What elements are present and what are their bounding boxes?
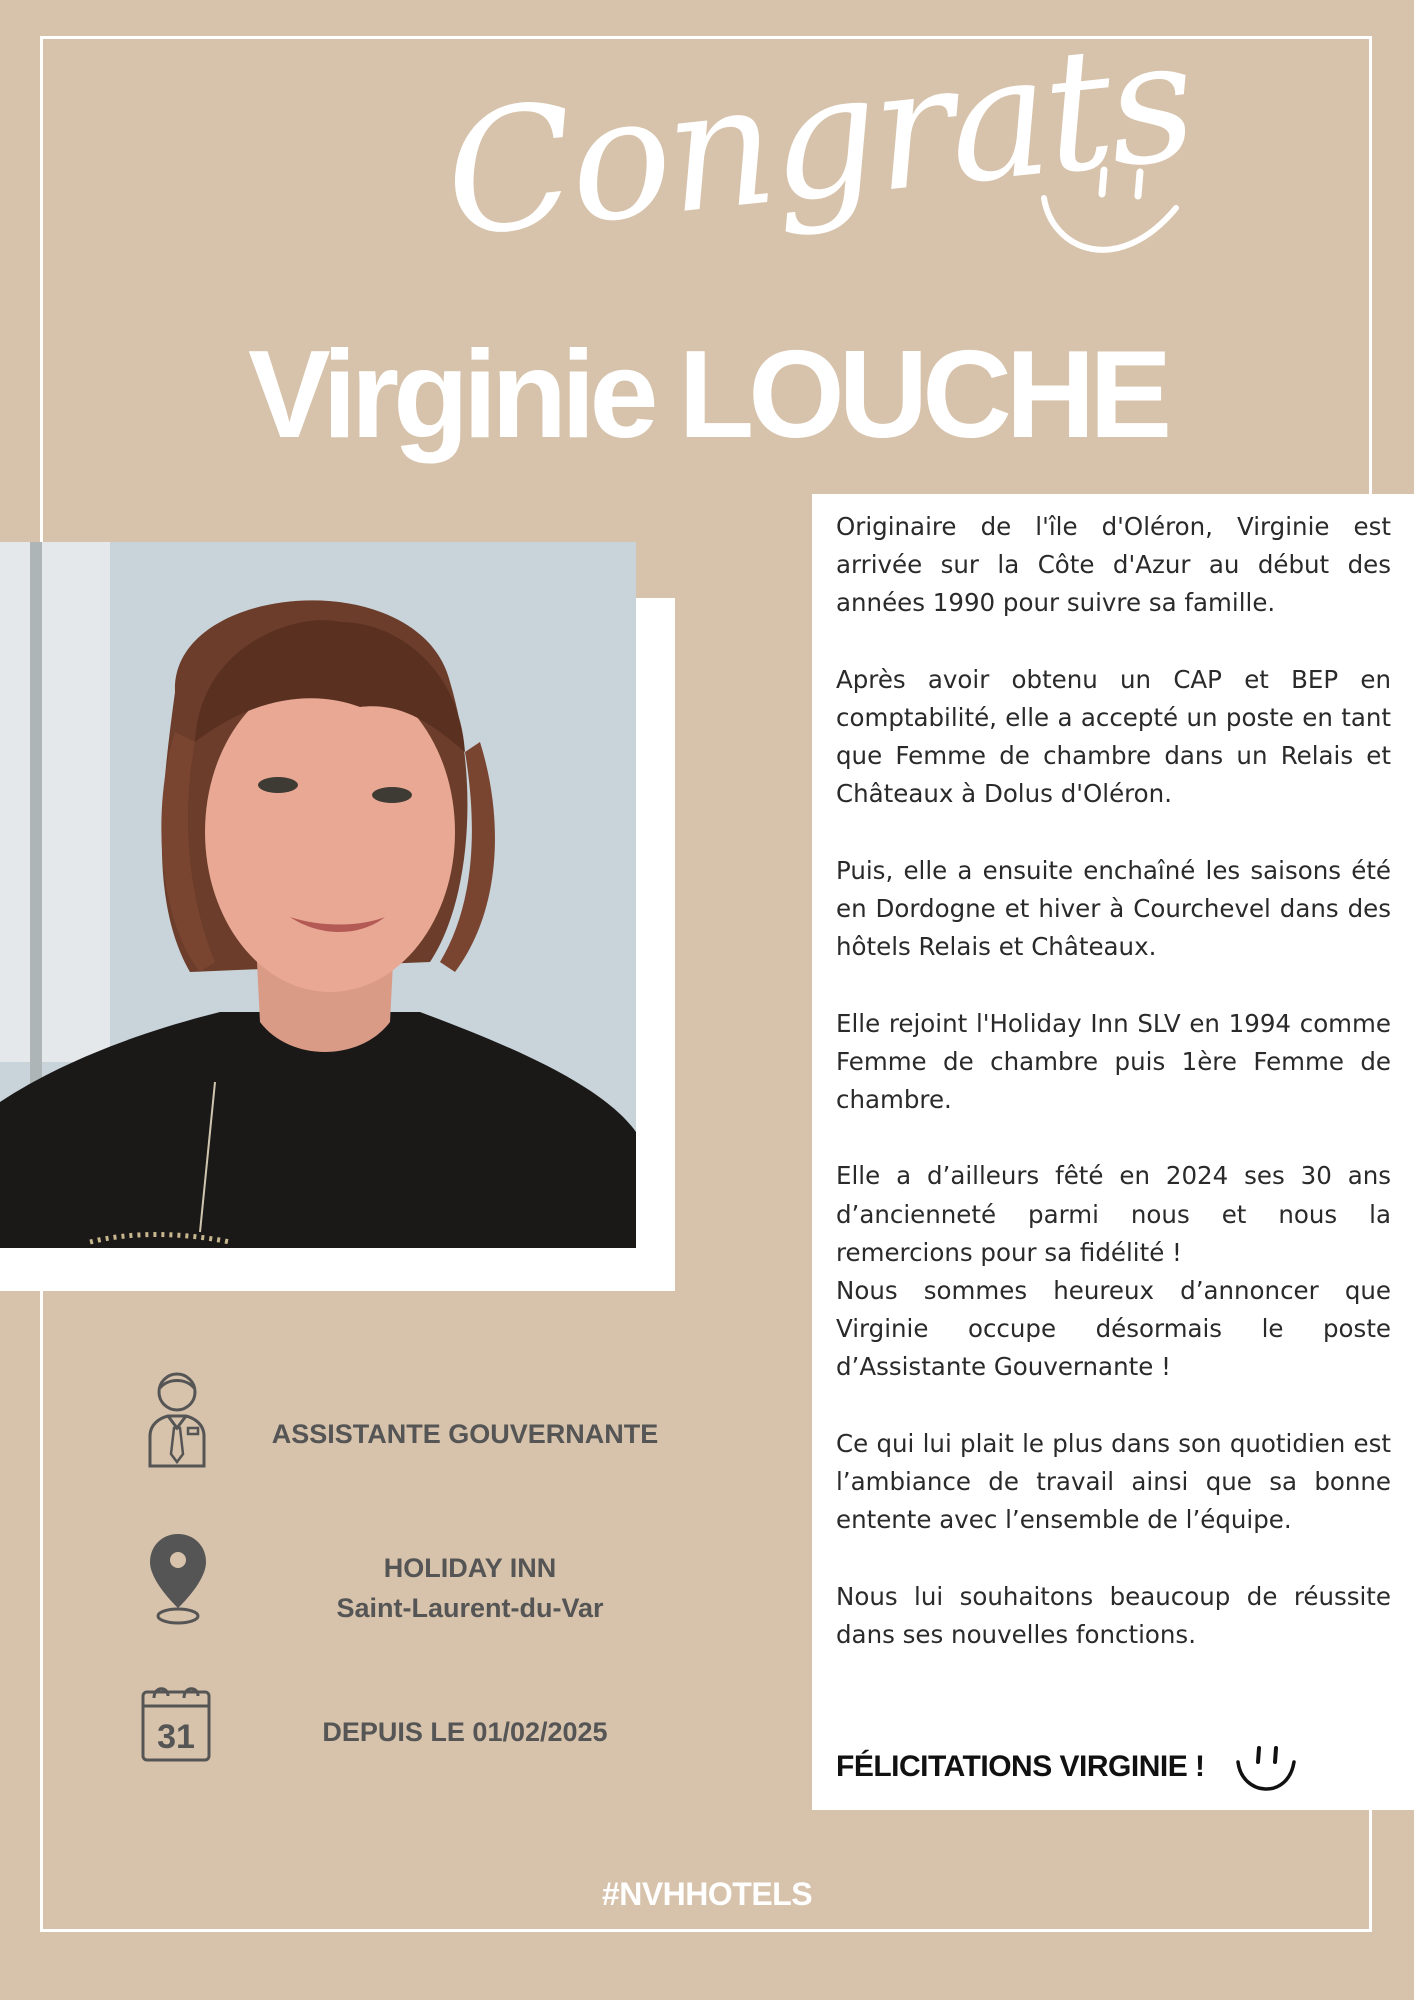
employee-icon — [146, 1370, 208, 1470]
hotel-city: Saint-Laurent-du-Var — [336, 1593, 604, 1623]
position-title: ASSISTANTE GOUVERNANTE — [271, 1419, 659, 1449]
bio-paragraph: Ce qui lui plait le plus dans son quotidien est l’ambiance de travail ainsi que sa bonne entente avec l’ensemble de l’équipe. — [836, 1428, 1391, 1535]
bio-paragraph: Nous lui souhaitons beaucoup de réussite dans ses nouvelles fonctions. — [836, 1581, 1391, 1649]
last-name: LOUCHE — [678, 326, 1167, 464]
employee-name — [0, 320, 1414, 470]
bio-paragraph: Nous sommes heureux d’annoncer que Virginie occupe désormais le poste d’Assistante Gouvernante ! — [836, 1276, 1391, 1382]
start-date: DEPUIS LE 01/02/2025 — [322, 1717, 608, 1747]
closing-congratulations: FÉLICITATIONS VIRGINIE ! — [836, 1750, 1205, 1783]
first-name: Virginie — [247, 326, 653, 464]
calendar-day: 31 — [157, 1718, 195, 1756]
congrats-script-title: Congrats — [436, 1, 1201, 275]
portrait-illustration — [0, 542, 636, 1248]
bio-text — [836, 508, 1391, 1692]
smiley-icon — [1030, 150, 1180, 280]
bio-paragraph: Après avoir obtenu un CAP et BEP en comptabilité, elle a accepté un poste en tant que Femme de chambre dans un Relais et Châteaux à Dolus d'Oléron. — [836, 664, 1391, 809]
hotel-location — [260, 1548, 680, 1628]
bio-paragraph: Originaire de l'île d'Oléron, Virginie est arrivée sur la Côte d'Azur au début des années 1990 pour suivre sa famille. — [836, 512, 1391, 618]
bio-paragraph: Puis, elle a ensuite enchaîné les saisons été en Dordogne et hiver à Courchevel dans des hôtels Relais et Châteaux. — [836, 855, 1391, 962]
location-pin-icon — [148, 1532, 208, 1626]
bio-paragraph: Elle a d’ailleurs fêté en 2024 ses 30 ans d’ancienneté parmi nous et nous la remercions pour sa fidélité ! — [836, 1161, 1391, 1267]
smiley-icon — [1234, 1740, 1298, 1800]
bio-paragraph: Elle rejoint l'Holiday Inn SLV en 1994 comme Femme de chambre puis 1ère Femme de chambre. — [836, 1008, 1391, 1114]
calendar-icon — [140, 1682, 212, 1764]
employee-photo — [0, 542, 636, 1248]
hotel-name: HOLIDAY INN — [383, 1553, 557, 1583]
hashtag-footer: #NVHHOTELS — [601, 1876, 813, 1912]
